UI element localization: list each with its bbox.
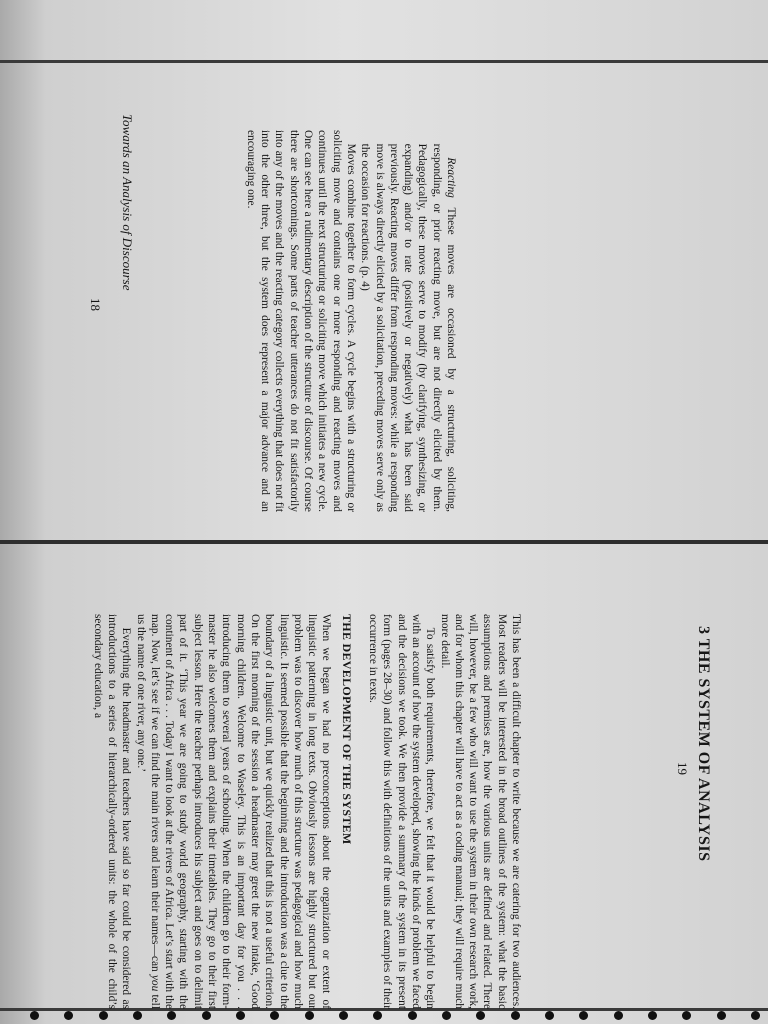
reacting-definition [358,144,458,512]
intro-paragraph-2: To satisfy both requirements, therefore, we felt that it would be helpful to begin with an account of how the system developed, showing the kinds of problem we faced and the decisions we took. We then provide a summary of the system in its present form (pages 28–30) and follow this with definitions of the units and examples of their occurrence in texts. [367,614,437,1009]
development-text-end: tell us the name of one river, any one.’ [134,614,161,1009]
reacting-text: These moves are occasioned by a structuring, soliciting, responding, or prior reacting move, but are not directly elicited by them. Pedagogically, these moves serve to modify (by clarifying, synthesizing, or expanding) and/or to rate (positively or negatively) what has been said previously. Reacting moves differ from responding moves: while a responding move is always directly elicited by a solicitation, preceding moves serve only as the occasion for reactions. (p. 4) [359,143,457,512]
running-head: Towards an Analysis of Discourse [120,114,135,291]
chapter-title: 3 THE SYSTEM OF ANALYSIS [695,626,712,862]
section-heading: THE DEVELOPMENT OF THE SYSTEM [339,614,354,845]
development-paragraph-2: Everything the headmaster and teachers have said so far could be considered as introductions to a series of hierarchically-ordered units: the whole of the child’s secondary education, a [91,614,133,1009]
intro-paragraph-1: This has been a difficult chapter to write because we are catering for two audiences. Most readers will be interested in the broad outlines of the system: what the basic assumptions and premises are, how the various units are defined and related. There will, however, be a few who will want to use the system in their own research work, and for whom this chapter will have to act as a coding manual; they will require much more detail. [438,614,522,1009]
page-18-body [244,130,458,512]
page-number: 18 [88,298,103,311]
page-number: 19 [675,762,690,775]
page-19 [0,544,768,1010]
emphasis-you: you [148,974,161,992]
cycles-paragraph: Moves combine together to form cycles. A cycle begins with a structuring or soliciting move and contains one or more responding and reacting moves and continues until the next structuring or soliciting move which initiates a new cycle. One can see here a rudimentary description of the structure of discourse. Of course there are shortcomings. Some parts of teacher utterances do not fit satisfactorily into any of the moves and the reacting category collects everything that does not fit into the other three, but the system does represent a major advance and an encouraging one. [244,130,357,512]
reacting-term: Reacting [445,157,457,198]
development-paragraph-1 [133,614,333,1009]
page-18 [0,60,768,540]
page-19-body [90,614,523,1009]
development-text: When we began we had no preconceptions about the organization or extent of linguistic patterning in long texts. Obviously lessons are highly structured but our problem was to discover how much of this structure was pedagogical and how much linguistic. It seemed possible that the beginning and the introduction was a clue to the boundary of a linguistic unit, but we quickly realized that this is not a useful criterion. On the first morning of the session a headmaster may greet the new intake, ‘Good morning children. Welcome to Waseley. This is an important day for you . . . introducing them to several years of schooling. When the children go to their form-master he also welcomes them and explains their timetables. They go to their first subject lesson. Here the teacher perhaps introduces his subject and goes on to delimit part of it. ‘This year we are going to study world geography, starting with the continent of Africa . . . Today I want to look at the rivers of Africa. Let’s start with the map. Now, let’s see if we can find the main rivers and learn their names—can [148,614,333,1009]
